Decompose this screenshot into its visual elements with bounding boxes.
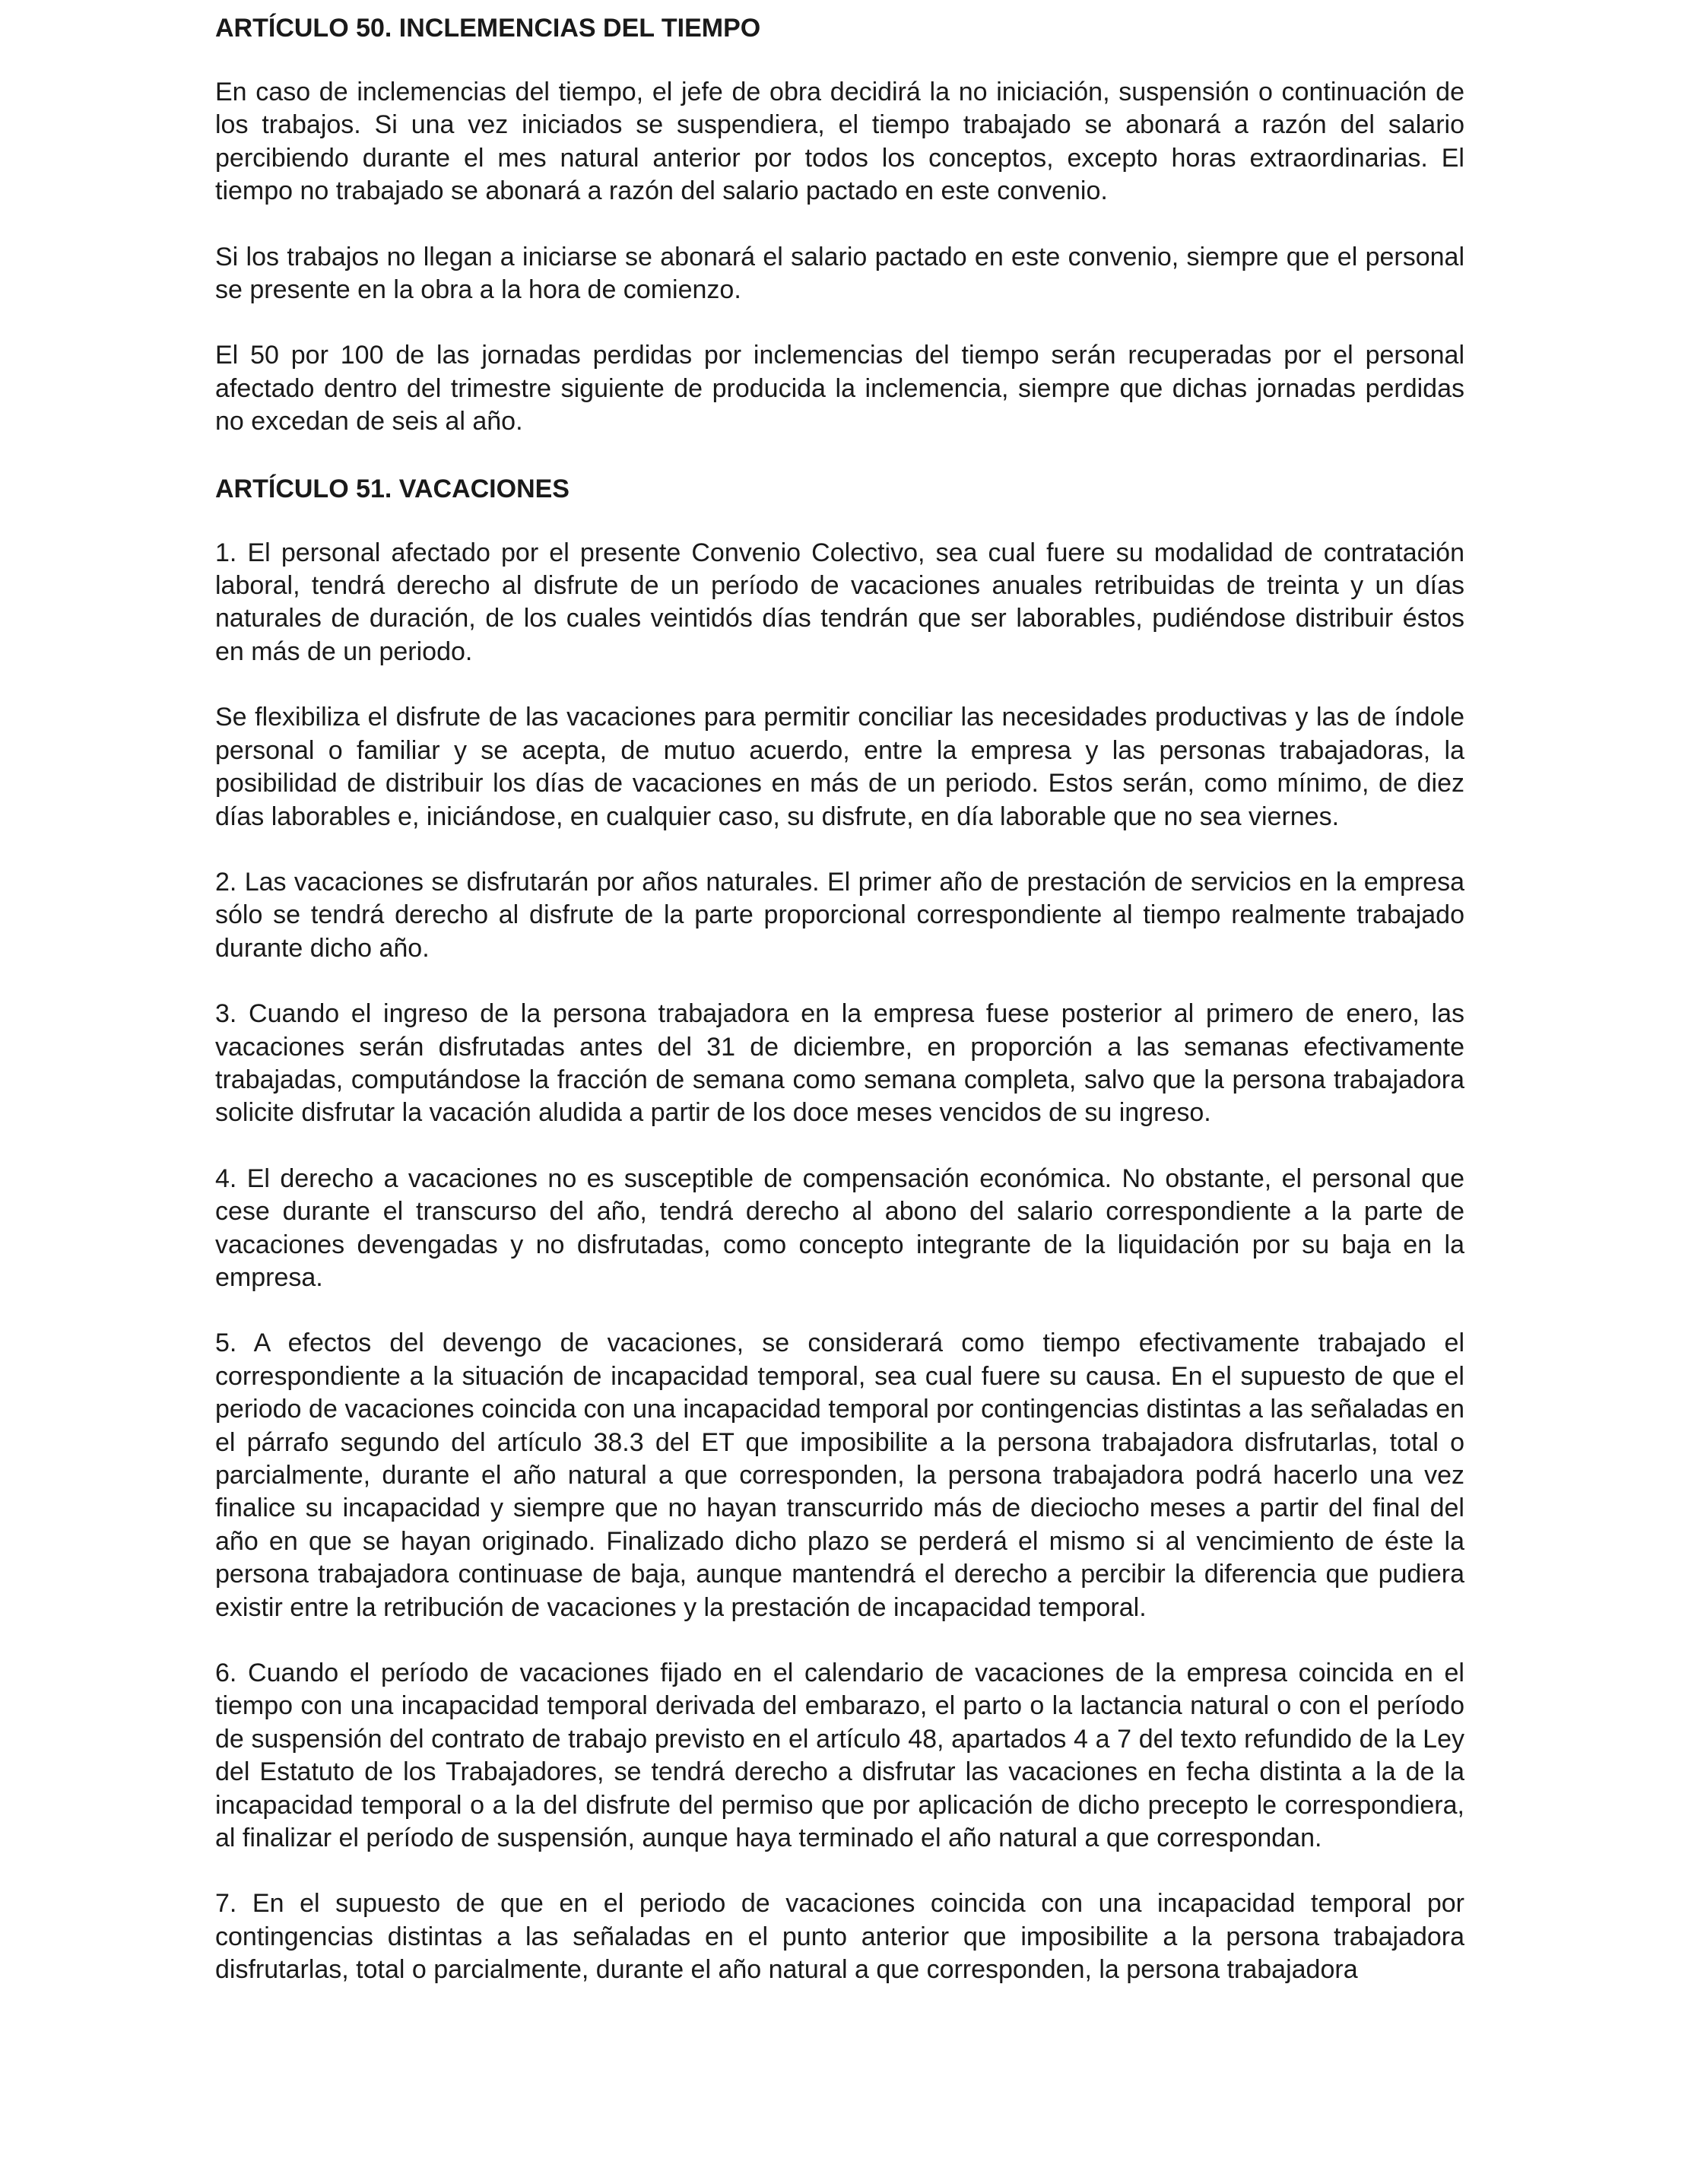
- article-51-paragraph-5: 4. El derecho a vacaciones no es susceptible de compensación económica. No obstante, el personal que cese durante el transcurso del año, tendrá derecho al abono del salario correspondiente a la parte de vacaciones devengadas y no disfrutadas, como concepto integrante de la liquidación por su baja en la empresa.: [215, 1163, 1464, 1292]
- article-51-paragraph-3: 2. Las vacaciones se disfrutarán por años naturales. El primer año de prestación de servicios en la empresa sólo se tendrá derecho al disfrute de la parte proporcional correspondiente al tiempo realmente trabajado durante dicho año.: [215, 867, 1464, 963]
- article-50-paragraph-3: El 50 por 100 de las jornadas perdidas por inclemencias del tiempo serán recuperadas por el personal afectado dentro del trimestre siguiente de producida la inclemencia, siempre que dichas jornadas perdidas no excedan de seis al año.: [215, 341, 1464, 436]
- article-51-paragraph-6: 5. A efectos del devengo de vacaciones, se considerará como tiempo efectivamente trabajado el correspondiente a la situación de incapacidad temporal, sea cual fuere su causa. En el supuesto de que el periodo de vacaciones coincida con una incapacidad temporal por contingencias distintas a las señaladas en el párrafo segundo del artículo 38.3 del ET que imposibilite a la persona trabajadora disfrutarlas, total o parcialmente, durante el año natural a que corresponden, la persona trabajadora podrá hacerlo una vez finalice su incapacidad y siempre que no hayan transcurrido más de dieciocho meses a partir del final del año en que se hayan originado. Finalizado dicho plazo se perderá el mismo si al vencimiento de éste la persona trabajadora continuase de baja, aunque mantendrá el derecho a percibir la diferencia que pudiera existir entre la retribución de vacaciones y la prestación de incapacidad temporal.: [215, 1328, 1464, 1622]
- article-50-title: ARTÍCULO 50. INCLEMENCIAS DEL TIEMPO: [215, 14, 761, 43]
- article-51-paragraph-7: 6. Cuando el período de vacaciones fijado en el calendario de vacaciones de la empresa coincida en el tiempo con una incapacidad temporal derivada del embarazo, el parto o la lactancia natural o con el período de suspensión del contrato de trabajo previsto en el artículo 48, apartados 4 a 7 del texto refundido de la Ley del Estatuto de los Trabajadores, se tendrá derecho a disfrutar las vacaciones en fecha distinta a la de la incapacidad temporal o a la del disfrute del permiso que por aplicación de dicho precepto le correspondiera, al finalizar el período de suspensión, aunque haya terminado el año natural a que correspondan.: [215, 1659, 1464, 1853]
- article-51-paragraph-8: 7. En el supuesto de que en el periodo de vacaciones coincida con una incapacidad temporal por contingencias distintas a las señaladas en el punto anterior que imposibilite a la persona trabajadora disfrutarlas, total o parcialmente, durante el año natural a que corresponden, la persona trabajadora: [215, 1889, 1464, 1985]
- article-51-title: ARTÍCULO 51. VACACIONES: [215, 474, 570, 503]
- document-page: [215, 11, 1464, 1987]
- article-50-paragraph-1: En caso de inclemencias del tiempo, el jefe de obra decidirá la no iniciación, suspensión o continuación de los trabajos. Si una vez iniciados se suspendiera, el tiempo trabajado se abonará a razón del salario percibiendo durante el mes natural anterior por todos los conceptos, excepto horas extraordinarias. El tiempo no trabajado se abonará a razón del salario pactado en este convenio.: [215, 78, 1464, 206]
- article-50-paragraph-2: Si los trabajos no llegan a iniciarse se abonará el salario pactado en este convenio, siempre que el personal se presente en la obra a la hora de comienzo.: [215, 242, 1464, 305]
- article-51-paragraph-4: 3. Cuando el ingreso de la persona trabajadora en la empresa fuese posterior al primero de enero, las vacaciones serán disfrutadas antes del 31 de diciembre, en proporción a las semanas efectivamente trabajadas, computándose la fracción de semana como semana completa, salvo que la persona trabajadora solicite disfrutar la vacación aludida a partir de los doce meses vencidos de su ingreso.: [215, 999, 1464, 1128]
- article-51-paragraph-2: Se flexibiliza el disfrute de las vacaciones para permitir conciliar las necesidades productivas y las de índole personal o familiar y se acepta, de mutuo acuerdo, entre la empresa y las personas trabajadoras, la posibilidad de distribuir los días de vacaciones en más de un periodo. Estos serán, como mínimo, de diez días laborables e, iniciándose, en cualquier caso, su disfrute, en día laborable que no sea viernes.: [215, 703, 1464, 831]
- article-51-paragraph-1: 1. El personal afectado por el presente Convenio Colectivo, sea cual fuere su modalidad de contratación laboral, tendrá derecho al disfrute de un período de vacaciones anuales retribuidas de treinta y un días naturales de duración, de los cuales veintidós días tendrán que ser laborables, pudiéndose distribuir éstos en más de un periodo.: [215, 538, 1464, 666]
